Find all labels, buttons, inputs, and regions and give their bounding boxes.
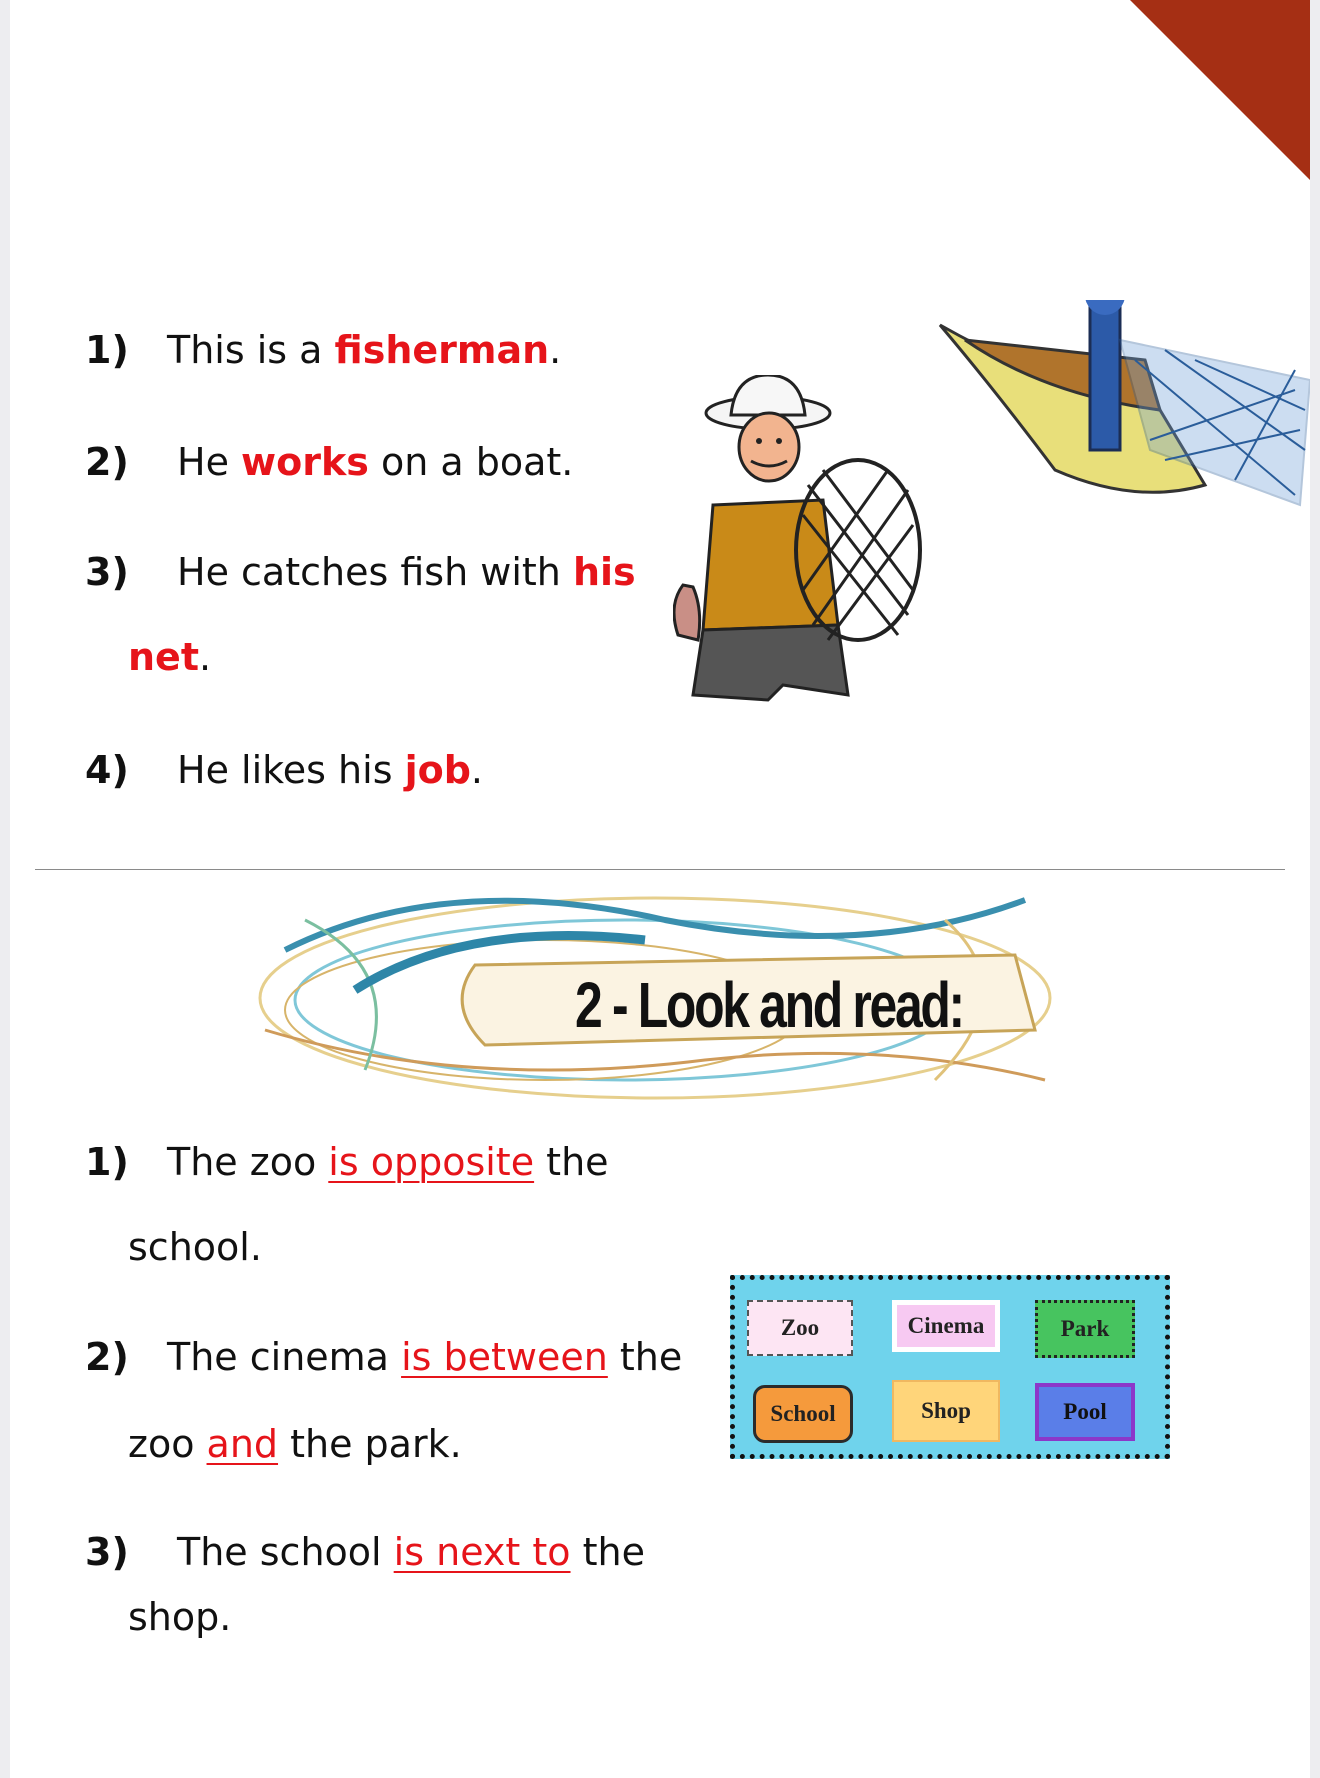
item-number: 4): [85, 748, 129, 792]
map-tile-cinema: Cinema: [892, 1300, 1000, 1352]
map-tile-zoo: Zoo: [747, 1300, 853, 1356]
map-tile-shop: Shop: [892, 1380, 1000, 1442]
sentence-text: He catches fish with: [177, 550, 573, 594]
item-number: 3): [85, 550, 129, 594]
sentence-text: the: [607, 1335, 683, 1379]
item-number: 2): [85, 1335, 129, 1379]
answer-word: works: [241, 440, 369, 484]
sentence-2-2: [85, 1335, 682, 1379]
sentence-text: on a boat.: [368, 440, 574, 484]
sentence-text: The zoo: [167, 1140, 329, 1184]
section-divider: [35, 869, 1285, 870]
sentence-text: .: [470, 748, 484, 792]
worksheet-page: [10, 0, 1310, 1778]
item-number: 1): [85, 1140, 129, 1184]
sentence-1-1: [85, 328, 561, 372]
sentence-text: zoo: [128, 1422, 207, 1466]
sentence-text: .: [199, 635, 212, 679]
answer-phrase: is opposite: [328, 1140, 535, 1184]
sentence-2-1-cont: [128, 1225, 262, 1269]
sentence-text: The school: [177, 1530, 394, 1574]
item-number: 2): [85, 440, 129, 484]
corner-decoration: [1130, 0, 1310, 180]
sentence-2-2-cont: [128, 1422, 462, 1466]
sentence-text: the park.: [278, 1422, 462, 1466]
answer-word: fisherman: [334, 328, 550, 372]
sentence-2-3: [85, 1530, 645, 1574]
sentence-text: the: [570, 1530, 645, 1574]
answer-word: net: [128, 635, 199, 679]
map-tile-park: Park: [1035, 1300, 1135, 1358]
item-number: 1): [85, 328, 129, 372]
sentence-text: shop.: [128, 1595, 232, 1639]
boat-illustration: [935, 300, 1310, 510]
sentence-text: He: [177, 440, 242, 484]
sentence-2-1: [85, 1140, 609, 1184]
sentence-1-2: [85, 440, 573, 484]
sentence-1-4: [85, 748, 483, 792]
sentence-1-3-cont: [128, 635, 211, 679]
sentence-text: This is a: [167, 328, 335, 372]
sentence-text: The cinema: [167, 1335, 402, 1379]
answer-phrase: and: [206, 1422, 279, 1466]
town-map: [730, 1275, 1170, 1459]
section-title: 2 - Look and read:: [575, 969, 963, 1041]
answer-word: his: [572, 550, 636, 594]
sentence-text: He likes his: [177, 748, 405, 792]
answer-phrase: is between: [401, 1335, 608, 1379]
sentence-text: .: [549, 328, 562, 372]
sentence-1-3: [85, 550, 636, 594]
map-tile-school: School: [753, 1385, 853, 1443]
map-tile-pool: Pool: [1035, 1383, 1135, 1441]
answer-word: job: [404, 748, 471, 792]
sentence-text: school.: [128, 1225, 262, 1269]
sentence-text: the: [534, 1140, 609, 1184]
item-number: 3): [85, 1530, 129, 1574]
sentence-2-3-cont: [128, 1595, 231, 1639]
answer-phrase: is next to: [393, 1530, 571, 1574]
fisherman-illustration: [673, 375, 943, 705]
